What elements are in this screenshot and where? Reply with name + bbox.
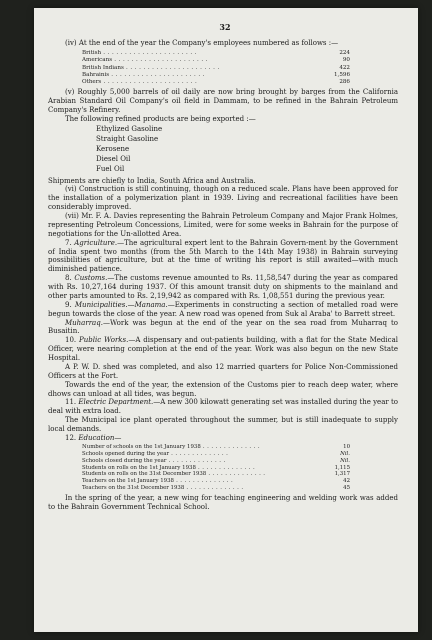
table-row bbox=[82, 485, 350, 492]
education-value: 45 bbox=[343, 485, 350, 492]
table-row bbox=[82, 471, 350, 478]
section-body: —Work was begun at the end of the year on the sea road from Muharraq to Busaitin. bbox=[48, 318, 398, 336]
section-number: 8. bbox=[65, 274, 72, 283]
paragraph-muharraq bbox=[48, 319, 398, 337]
employee-category: British Indians . . bbox=[82, 65, 322, 72]
section-number: 11. bbox=[65, 398, 77, 407]
education-label: Students on rolls on the 31st December 1938 . . bbox=[82, 471, 322, 478]
paragraph-negotiations: (vii) Mr. F. A. Davies representing the Bahrain Petroleum Company and Major Frank Holmes, representing Petroleum Concessions, Limited, were for some weeks in Bahrain for the purpose of negotiations for the Un-allotted Area. bbox=[48, 212, 398, 238]
employee-count: 90 bbox=[342, 57, 350, 64]
table-row bbox=[82, 465, 350, 472]
list-item bbox=[82, 79, 350, 86]
paragraph-customs-pier: Towards the end of the year, the extension of the Customs pier to reach deep water, where dhows can unload at all tides, was begun. bbox=[48, 380, 398, 398]
education-value: Nil. bbox=[340, 457, 350, 464]
section-body: —The customs revenue amounted to Rs. 11,58,547 during the year as compared with Rs. 10,27,164 during 1937. Of this amount transit duty on shipments to the mainland and other parts amounted to Rs. 2,19,942 as compared with Rs. 1,08,551 during the previous year. bbox=[48, 274, 398, 300]
paragraph-oil-barges: (v) Roughly 5,000 barrels of oil daily are now bring brought by barges from the California Arabian Standard Oil Company's oil field in Dammam, to be refined in the Bahrain Petroleum Company's Refinery. bbox=[48, 88, 398, 115]
section-heading: Muharraq. bbox=[65, 318, 103, 327]
section-heading: Education bbox=[78, 433, 115, 442]
paragraph-ice-plant: The Municipal ice plant operated throughout the summer, but is still inadequate to supply local demands. bbox=[48, 416, 398, 434]
page-number: 32 bbox=[219, 22, 231, 32]
paragraph-education bbox=[48, 434, 398, 443]
paragraph-employees: (iv) At the end of the year the Company's employees numbered as follows :— bbox=[65, 39, 339, 48]
education-value: 1,115 bbox=[334, 464, 350, 471]
employee-category: Others . . bbox=[82, 79, 322, 86]
education-value: 42 bbox=[343, 478, 350, 485]
product-item: Straight Gasoline bbox=[96, 134, 159, 143]
paragraph-electric bbox=[48, 398, 398, 416]
paragraph-municipalities bbox=[48, 301, 398, 319]
employee-category: Americans . . bbox=[82, 57, 322, 64]
table-row bbox=[82, 451, 350, 458]
section-number: 9. bbox=[65, 300, 72, 309]
paragraph-customs bbox=[48, 274, 398, 301]
education-value: 1,317 bbox=[334, 471, 350, 478]
employees-list bbox=[82, 50, 398, 86]
education-label: Students on rolls on the 1st January 1938 . . bbox=[82, 465, 322, 472]
product-item: Fuel Oil bbox=[96, 164, 125, 173]
list-item bbox=[82, 50, 350, 57]
section-number: 7. bbox=[65, 238, 72, 247]
shipments-line: Shipments are chiefly to India, South Africa and Australia. bbox=[48, 176, 256, 185]
employee-count: 1,596 bbox=[333, 71, 350, 78]
table-row bbox=[82, 444, 350, 451]
employee-count: 422 bbox=[339, 64, 350, 71]
paragraph-public-works bbox=[48, 336, 398, 363]
section-body: —A new 300 kilowatt generating set was installed during the year to deal with extra load. bbox=[48, 398, 398, 416]
document-page bbox=[34, 8, 418, 632]
education-label: Teachers on the 31st December 1938 . . bbox=[82, 485, 322, 492]
education-label: Schools closed during the year . . bbox=[82, 458, 322, 465]
section-heading: Municipalities.—Manama. bbox=[74, 300, 168, 309]
education-table bbox=[82, 444, 398, 492]
product-item: Kerosene bbox=[96, 144, 130, 153]
education-value: 10 bbox=[343, 443, 350, 450]
employee-category: British . . bbox=[82, 50, 322, 57]
paragraph-agriculture bbox=[48, 239, 398, 275]
employee-category: Bahrainis . . bbox=[82, 72, 322, 79]
products-list bbox=[96, 125, 398, 175]
section-heading: Customs. bbox=[74, 274, 108, 283]
paragraph-technical-school: In the spring of the year, a new wing for teaching engineering and welding work was added to the Bahrain Government Technical School. bbox=[48, 494, 398, 512]
paragraph-construction: (vi) Construction is still continuing, though on a reduced scale. Plans have been approved for the installation of a polymerization plant in 1939. Living and recreational facilities have been considerably improved. bbox=[48, 185, 398, 212]
paragraph-pwd: A P. W. D. shed was completed, and also 12 married quarters for Police Non-Commissioned Officers at the Fort. bbox=[48, 362, 398, 380]
section-heading: Electric Department. bbox=[78, 398, 154, 407]
section-number: 10. bbox=[65, 336, 77, 345]
education-value: Nil. bbox=[340, 450, 350, 457]
page-text bbox=[34, 8, 418, 632]
employee-count: 286 bbox=[339, 79, 350, 86]
table-row bbox=[82, 458, 350, 465]
list-item bbox=[82, 57, 350, 64]
list-item bbox=[82, 72, 350, 79]
section-heading: Agriculture. bbox=[74, 238, 118, 247]
education-label: Teachers on the 1st January 1938 . . bbox=[82, 478, 322, 485]
employee-count: 224 bbox=[339, 50, 350, 57]
education-label: Number of schools on the 1st January 1938 . . bbox=[82, 444, 322, 451]
section-body: —A dispensary and out-patients building, with a flat for the State Medical Officer, were nearing completion at the end of the year. Work was also begun on the new State Hospital. bbox=[48, 336, 398, 363]
section-heading: Public Works. bbox=[79, 336, 129, 345]
product-item: Diesel Oil bbox=[96, 154, 131, 163]
section-body: —The agricultural expert lent to the Bahrain Govern-ment by the Government of India spent two months (from the 5th March to the 14th May 1938) in Bahrain surveying possibilities of agriculture, but at the time of writing his report is still awaited—with much diminished patience. bbox=[48, 238, 399, 274]
section-dash: — bbox=[114, 433, 122, 442]
section-body: —Experiments in constructing a section of metalled road were begun towards the close of the year. A new road was opened from Suk al Araba' to Barrett street. bbox=[48, 300, 398, 318]
table-row bbox=[82, 478, 350, 485]
education-label: Schools opened during the year . . bbox=[82, 451, 322, 458]
product-item: Ethylized Gasoline bbox=[96, 124, 163, 133]
section-number: 12. bbox=[65, 433, 77, 442]
list-item bbox=[82, 65, 350, 72]
products-intro: The following refined products are being exported :— bbox=[65, 114, 256, 123]
